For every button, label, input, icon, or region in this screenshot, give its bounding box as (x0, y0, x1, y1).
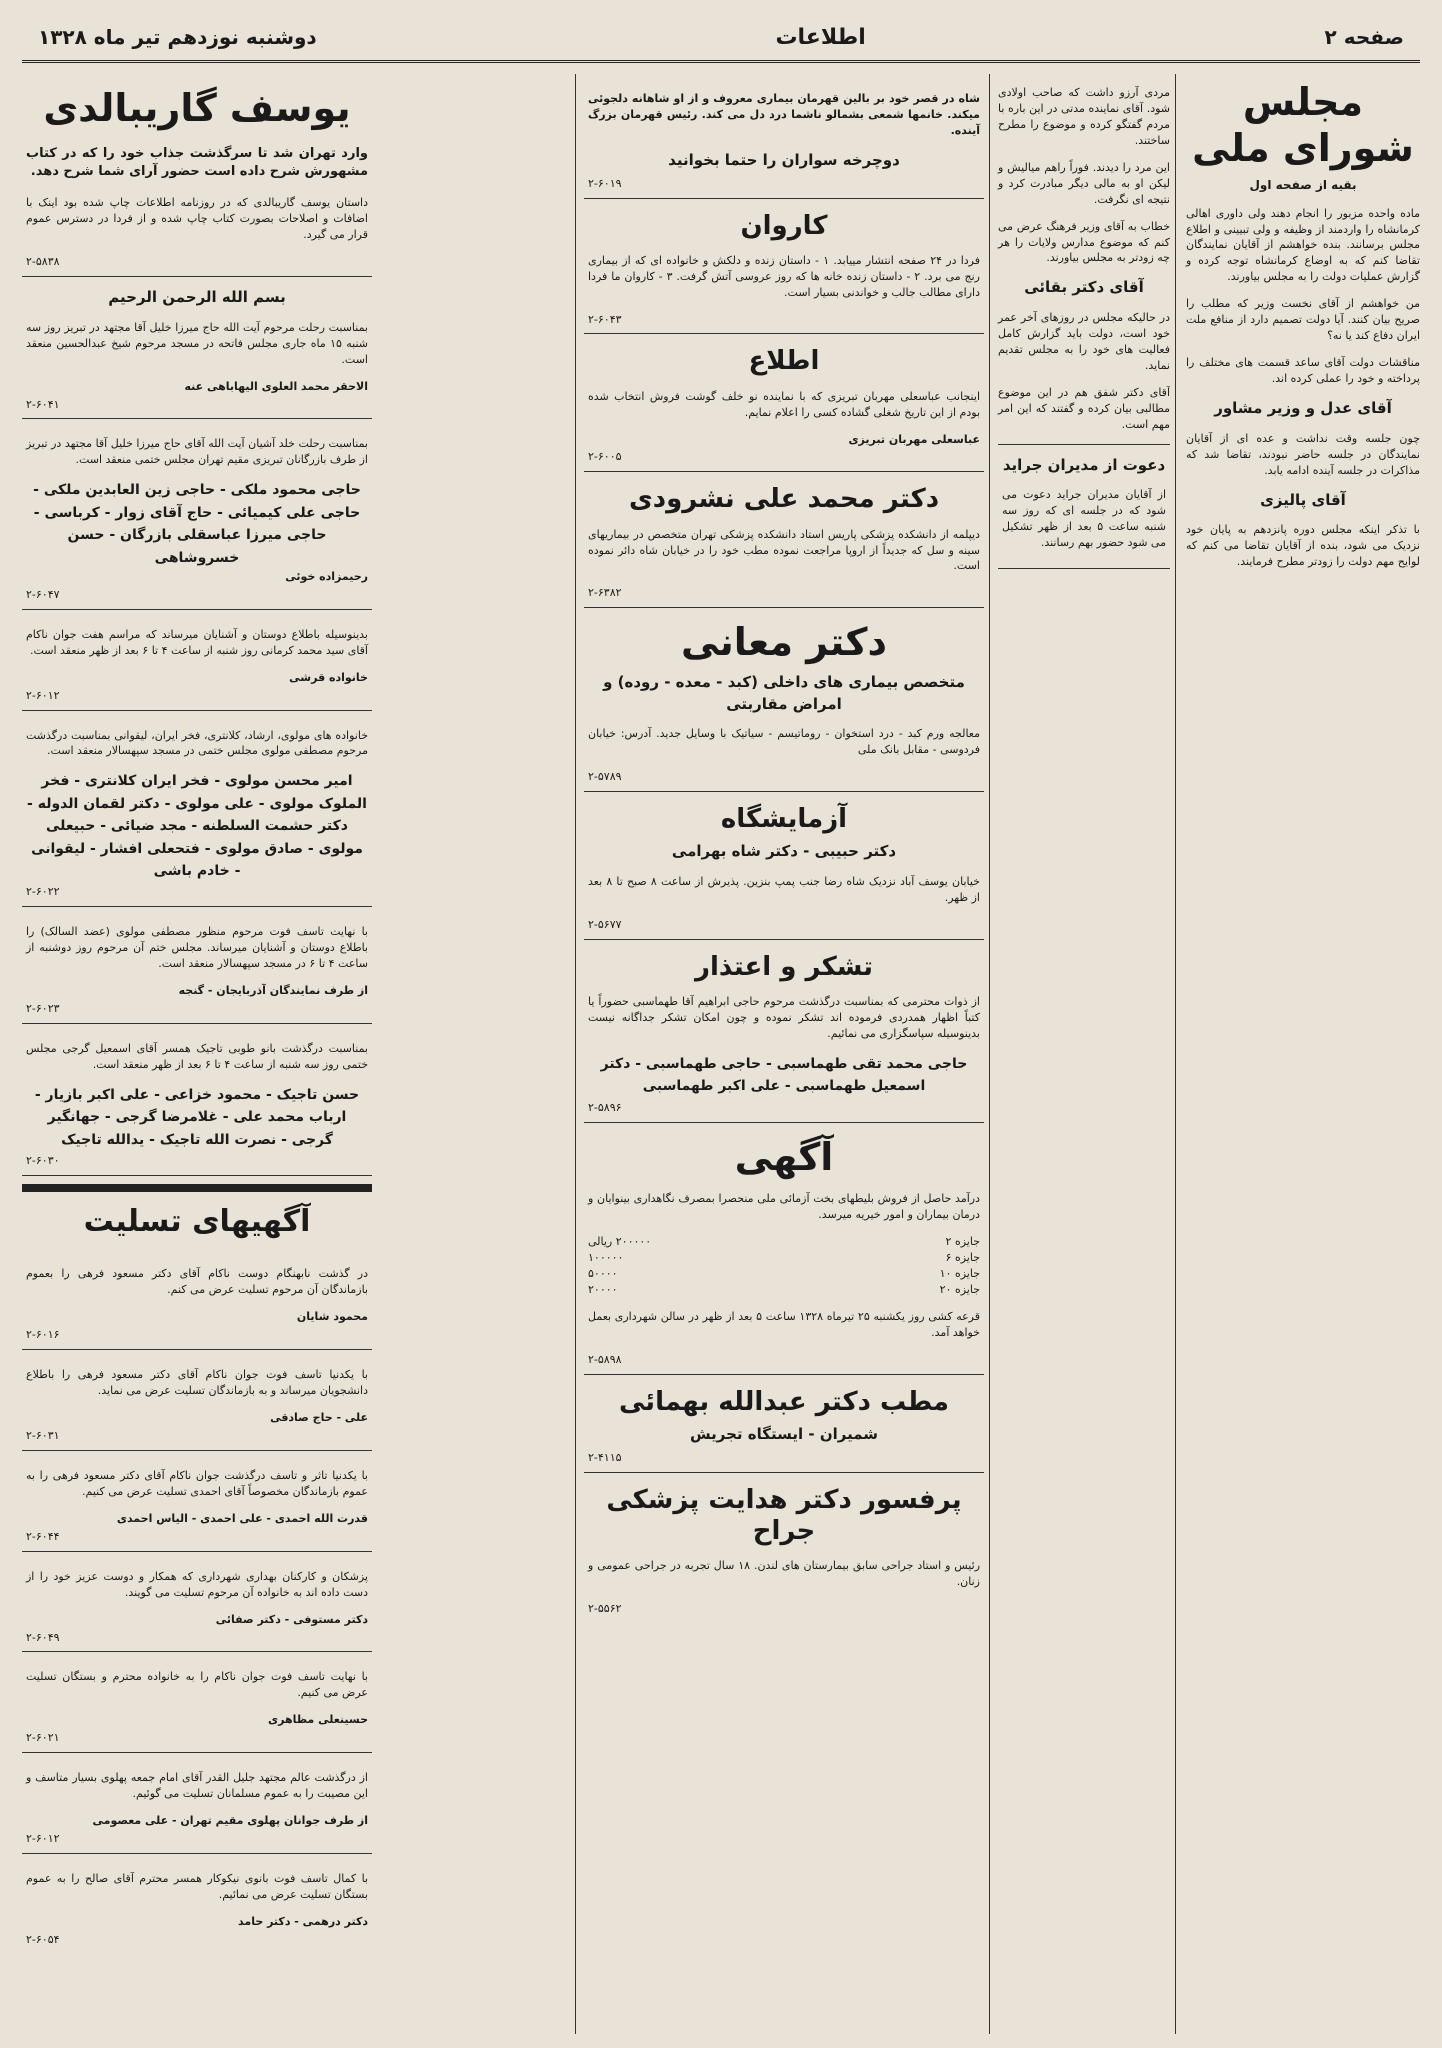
condolence-text: پزشکان و کارکنان بهداری شهرداری که همکار و دوست عزیز خود را از دست داده اند به خانواده آن مرحوم تسلیت می گویند. (26, 1569, 368, 1599)
ad-code: ۲-۶۰۴۴ (26, 1529, 60, 1543)
article-paragraph: مردی آرزو داشت که صاحب اولادی شود. آقای نماینده مدتی در این باره با مردم گفتگو کرده و موضوع را مطرح ساختند. (998, 86, 1170, 147)
ad-signature: عباسعلی مهربان تبریزی (848, 432, 980, 446)
ad-text: قرعه کشی روز یکشنبه ۲۵ تیرماه ۱۳۲۸ ساعت ۵ بعد از ظهر در سالن شهرداری بعمل خواهد آمد. (588, 1309, 980, 1339)
article-paragraph: ماده واحده مزبور را انجام دهند ولی داوری اهالی کرمانشاه را واردمند از وظیفه و ولی تبیینی و اطلاع مجلس برسانند. بنده خواهشم از آقایان نمایندگان تقاضا کنم که به اوضاع کرمانشاه توجه کرده و گزارش عملیات دولت را به مجلس بیاورند. (1186, 206, 1420, 284)
ad-text: دیپلمه از دانشکده پزشکی پاریس استاد دانشکده پزشکی تهران متخصص در بیماریهای سینه و سل که جدیداً از اروپا مراجعت نموده مطب خود را در خیابان شاه دائر نموده است. (588, 527, 980, 573)
obituary-text: خانواده های مولوی، ارشاد، کلانتری، فخر ایران، لیقوانی بمناسبت درگذشت مرحوم مصطفی مولوی مجلس ختمی در مسجد سپهسالار منعقد است. (26, 728, 368, 758)
ad-code: ۲-۶۰۲۲ (26, 885, 60, 899)
obituary-signature: خانواده قرشی (289, 670, 368, 684)
ad-subtitle: دکتر حبیبی - دکتر شاه بهرامی (671, 842, 897, 861)
condolence-text: با یکدنیا تاثر و تاسف درگذشت جوان ناکام آقای دکتر مسعود فرهی را به عموم بازماندگان مخصوصاً آقای احمدی تسلیت عرض می کنیم. (26, 1468, 368, 1498)
obituary (22, 610, 372, 711)
condolence-signature: محمود شایان (296, 1310, 368, 1324)
obituary-signature: رحیمزاده خوئی (285, 569, 368, 583)
condolence-signature: دکتر مستوفی - دکتر صفائی (215, 1612, 368, 1626)
ad-code: ۲-۶۰۲۱ (26, 1731, 60, 1745)
ad-subtitle: متخصص بیماری های داخلی (کبد - معده - روده) و امراض مقاربتی (603, 672, 965, 713)
obituary-signers: حسن تاجیک - محمود خزاعی - علی اکبر بازیار - ارباب محمد علی - غلامرضا گرجی - جهانگیر گرجی - نصرت الله تاجیک - یدالله تاجیک (34, 1086, 360, 1148)
ad-title: آزمایشگاه (720, 804, 848, 835)
prize-row (588, 1234, 980, 1250)
ad-code: ۲-۶۰۲۳ (26, 1002, 60, 1016)
column-parliament (1175, 74, 1420, 2034)
ad-code: ۲-۶۰۴۷ (26, 587, 60, 601)
article-paragraph: من خواهشم از آقای نخست وزیر که مطلب را صریح بیان کنند. آیا دولت تصمیم دارد از منافع ملت ایران دفاع کند یا نه؟ (1186, 297, 1420, 343)
subheading: آقای عدل و وزیر مشاور (1214, 398, 1392, 417)
obituary-signers: امیر محسن مولوی - فخر ایران کلانتری - فخر الملوک مولوی - علی مولوی - دکتر لقمان الدوله - دکتر حشمت السلطنه - مجد ضیائی - حبیعلی مولوی - صادق مولوی - فتحعلی افشار - لیقوانی - خادم باشی (27, 773, 367, 879)
ad-title: دکتر معانی (681, 620, 887, 665)
ad-title: پرفسور دکتر هدایت پزشکی جراح (606, 1484, 962, 1546)
condolence-text: از درگذشت عالم مجتهد جلیل القدر آقای امام جمعه پهلوی بسیار متاسف و این مصیبت را به عموم مسلمانان تسلیت می گوئیم. (26, 1771, 368, 1801)
ad-code: ۲-۵۶۷۷ (588, 918, 622, 932)
condolence-text: با یکدنیا تاسف فوت جوان ناکام آقای دکتر مسعود فرهی را باطلاع دانشجویان میرساند و به بازماندگان تسلیت عرض می نماید. (26, 1368, 368, 1398)
ad-title: مطب دکتر عبدالله بهمائی (619, 1386, 949, 1417)
ad-clinic (584, 1375, 984, 1473)
condolence (22, 1854, 372, 1954)
obituary (22, 907, 372, 1024)
obituary-signature: از طرف نمایندگان آذربایجان - گنجه (178, 984, 368, 998)
ad-code: ۲-۵۸۹۸ (588, 1352, 622, 1366)
section-rule (22, 1184, 372, 1192)
ad-code: ۲-۶۰۱۲ (26, 688, 60, 702)
article-paragraph: آقای دکتر شفق هم در این موضوع مطالبی بیان کرده و گفتند که این امر مهم است. (998, 385, 1170, 431)
ad-code: ۲-۶۰۱۹ (588, 176, 622, 190)
prize-list (588, 1234, 980, 1298)
notice-title: دعوت از مدیران جراید (1002, 455, 1166, 474)
obituary (22, 419, 372, 609)
bismillah: بسم الله الرحمن الرحیم (108, 288, 286, 307)
ad-code: ۲-۵۵۶۲ (588, 1601, 622, 1615)
ad-text: اینجانب عباسعلی مهربان تبریزی که با نماینده نو خلف گوشت فروش انتخاب شده بودم از این تاریخ شغلی گشاده کسی را اعلام نمایم. (588, 389, 980, 419)
prize-label: جایزه ۲ (945, 1235, 980, 1249)
obituary-signers: حاجی محمود ملکی - حاجی زین العابدین ملکی - حاجی علی کیمیائی - حاج آقای زوار - کرباسی - حاجی میرزا عباسقلی بازرگان - حسن خسروشاهی (33, 482, 361, 566)
ad-thanks (584, 940, 984, 1123)
ad-code: ۲-۶۰۴۹ (26, 1630, 60, 1644)
ad-code: ۲-۴۱۱۵ (588, 1450, 622, 1464)
ad-laboratory (584, 792, 984, 940)
press-notice (998, 444, 1170, 570)
condolence-text: با نهایت تاسف فوت جوان ناکام را به خانواده محترم و بستگان تسلیت عرض می کنیم. (26, 1670, 368, 1700)
notice-body: از آقایان مدیران جراید دعوت می شود که در جلسه ای که روز سه شنبه ساعت ۵ بعد از ظهر تشکیل می شود حضور بهم رسانند. (1002, 488, 1166, 550)
prize-row (588, 1282, 980, 1298)
ad-karavan (584, 199, 984, 335)
prize-row (588, 1266, 980, 1282)
subheading: آقای دکتر بقائی (1024, 278, 1144, 297)
ad-code: ۲-۶۰۴۳ (588, 312, 622, 326)
condolence-text: با کمال تاسف فوت بانوی نیکوکار همسر محترم آقای صالح را به عموم بستگان تسلیت عرض می نمائیم. (26, 1871, 368, 1901)
condolence (22, 1652, 372, 1753)
ad-text: درآمد حاصل از فروش بلیطهای بخت آزمائی ملی منحصرا بمصرف نگاهداری بینوایان و درمان بیماران و امور خیریه میرسد. (588, 1192, 980, 1222)
condolence-signature: از طرف جوانان پهلوی مقیم تهران - علی معصومی (92, 1814, 368, 1828)
ad-text: داستان یوسف گاریبالدی که در روزنامه اطلاعات چاپ شده بود اینک با اضافات و اصلاحات بصورت کتاب چاپ شده و از فردا در دسترس عموم قرار می گیرد. (26, 196, 368, 242)
obituary-text: با نهایت تاسف فوت مرحوم منظور مصطفی مولوی (عضد السالک) را باطلاع دوستان و آشنایان میرساند. مجلس ختم آن مرحوم روز دوشنبه از ساعت ۴ تا ۶ در مسجد سپهسالار منعقد است. (26, 925, 368, 971)
ad-shah (584, 74, 984, 199)
section-title-condolence: آگهیهای تسلیت (83, 1203, 311, 1239)
obituary-text: بمناسبت درگذشت بانو طوبی تاجیک همسر آقای اسمعیل گرجی مجلس ختمی روز سه شنبه از ساعت ۴ تا ۶ بعد از ظهر منعقد است. (26, 1041, 368, 1071)
ad-code: ۲-۶۰۵۴ (26, 1932, 60, 1946)
column-obituaries (22, 74, 372, 2034)
prize-value: ۲۰۰۰۰۰ ریالی (588, 1235, 652, 1249)
condolence (22, 1249, 372, 1350)
continued-note: بقیه از صفحه اول (1249, 178, 1357, 193)
ad-title: یوسف گاریبالدی (43, 86, 351, 130)
article-paragraph: خطاب به آقای وزیر فرهنگ عرض می کنم که موضوع مدارس ولایات را هر چه زودتر به مجلس بیاورند. (998, 219, 1170, 265)
ad-code: ۲-۶۰۱۲ (26, 1832, 60, 1846)
prize-value: ۵۰۰۰۰ (588, 1267, 618, 1281)
ad-title: دکتر محمد علی نشرودی (628, 484, 940, 515)
condolence-signature: دکتر درهمی - دکتر حامد (238, 1914, 368, 1928)
ad-text: رئیس و استاد جراحی سابق بیمارستان های لندن. ۱۸ سال تجربه در جراحی عمومی و زنان. (588, 1558, 981, 1588)
ad-text: شاه در قصر خود بر بالین قهرمان بیماری معروف و از او شاهانه دلجوئی میکند. خانمها شمعی بشمالو ناشما درد دل می کند. رئیس قهرمان بزرگ آینده. (588, 92, 980, 137)
ad-title: تشکر و اعتذار (695, 951, 873, 982)
condolence-signature: قدرت الله احمدی - علی احمدی - الیاس احمدی (116, 1511, 368, 1525)
condolence-signature: حسینعلی مظاهری (268, 1713, 368, 1727)
ad-code: ۲-۵۸۹۶ (588, 1100, 622, 1114)
obituary (22, 277, 372, 419)
prize-row (588, 1250, 980, 1266)
ad-title: اطلاع (748, 346, 820, 377)
obituary-text: بمناسبت رحلت خلد آشیان آیت الله آقای حاج میرزا خلیل آقا مجتهد در تبریز از طرف بازرگانان تبریزی مقیم تهران مجلس ختمی منعقد است. (26, 437, 368, 467)
ad-signers: حاجی محمد تقی طهماسبی - حاجی طهماسبی - دکتر اسمعیل طهماسبی - علی اکبر طهماسبی (600, 1055, 968, 1095)
newspaper-page (22, 14, 1420, 2034)
ad-garibaldi (22, 74, 372, 277)
article-paragraph: مناقشات دولت آقای ساعد قسمت های مختلف را پرداخته و خود را عملی کرده اند. (1186, 356, 1420, 386)
prize-label: جایزه ۶ (945, 1251, 980, 1265)
obituary-signature: الاحقر محمد العلوی الیهاباهی عنه (184, 379, 368, 393)
ad-lead: وارد تهران شد تا سرگذشت جذاب خود را که در کتاب مشهورش شرح داده است حضور آرای شما شرح دهد. (26, 145, 368, 180)
column-continued (989, 74, 1170, 2034)
condolence (22, 1753, 372, 1854)
condolence (22, 1451, 372, 1552)
ad-doctor-maani (584, 608, 984, 792)
prize-value: ۲۰۰۰۰ (588, 1282, 618, 1296)
condolence-signature: علی - حاج صادقی (270, 1411, 368, 1425)
article-paragraph: با تذکر اینکه مجلس دوره پانزدهم به پایان خود نزدیک می شود، بنده از آقایان تقاضا می کنم که لوایح مهم دولت را زودتر مطرح فرمایند. (1186, 523, 1420, 569)
ad-code: ۲-۶۰۳۱ (26, 1429, 60, 1443)
ad-subtitle: شمیران - ایستگاه تجریش (689, 1424, 879, 1443)
ad-lottery (584, 1123, 984, 1375)
ad-code: ۲-۵۸۳۸ (26, 255, 60, 269)
article-paragraph: در حالیکه مجلس در روزهای آخر عمر خود است، دولت باید گزارش کامل فعالیت های خود را به مجلس تقدیم نماید. (998, 311, 1170, 372)
column-ads-middle (575, 74, 984, 2034)
ad-title: دوچرخه سواران را حتما بخوانید (668, 150, 900, 169)
article-paragraph: چون جلسه وقت نداشت و عده ای از آقایان نمایندگان در جلسه حاضر نبودند، تقاضا شد که مذاکرات در جلسه آینده ادامه یابد. (1186, 431, 1420, 477)
ad-text: فردا در ۲۴ صفحه انتشار مییابد. ۱ - داستان زنده و دلکش و خانواده ای که از بیماری رنج می برد. ۲ - داستان زنده خانه ها که روز عروسی آتش گرفت. ۳ - کاروان ما فردا دارای مطالب جالب و خواندنی بسیار است. (588, 253, 980, 299)
condolence (22, 1552, 372, 1653)
ad-code: ۲-۵۷۸۹ (588, 770, 622, 784)
masthead (22, 14, 1420, 63)
ad-code: ۲-۶۰۰۵ (588, 450, 622, 464)
subheading: آقای پالیزی (1260, 490, 1346, 509)
ad-title: آگهی (734, 1134, 834, 1179)
condolence-text: در گذشت نابهنگام دوست ناکام آقای دکتر مسعود فرهی را بعموم بازماندگان آن مرحوم تسلیت عرض می کنم. (26, 1267, 368, 1297)
ad-code: ۲-۶۰۱۶ (26, 1328, 60, 1342)
ad-code: ۲-۶۳۸۲ (588, 586, 622, 600)
ad-text: خیابان یوسف آباد نزدیک شاه رضا جنب پمپ بنزین. پذیرش از ساعت ۸ صبح تا ۸ بعد از ظهر. (588, 875, 980, 905)
prize-label: جایزه ۱۰ (939, 1267, 980, 1281)
obituary (22, 1024, 372, 1176)
obituary (22, 711, 372, 908)
obituary-text: بمناسبت رحلت مرحوم آیت الله حاج میرزا خلیل آقا مجتهد در تبریز روز سه شنبه ۱۵ ماه جاری مجلس فاتحه در مسجد مرحوم شیخ عبدالحسین منعقد است. (26, 320, 368, 366)
ad-doctor-nashroudi (584, 472, 984, 608)
condolence (22, 1350, 372, 1451)
page-number: صفحه ۲ (1324, 25, 1404, 49)
ad-notice (584, 334, 984, 472)
ad-text: معالجه ورم کبد - درد استخوان - روماتیسم - سیاتیک با وسایل جدید. آدرس: خیابان فردوسی - مقابل بانک ملی (588, 727, 980, 757)
article-paragraph: این مرد را دیدند. فوراً راهم میالیش و لیکن او به مالی دیگر مبادرت کرد و نتیجه ای نگرفت. (998, 160, 1170, 206)
ad-code: ۲-۶۰۳۰ (26, 1154, 60, 1168)
issue-date: دوشنبه نوزدهم تیر ماه ۱۳۲۸ (38, 25, 317, 49)
prize-label: جایزه ۲۰ (939, 1282, 980, 1296)
obituary-text: بدینوسیله باطلاع دوستان و آشنایان میرساند که مراسم هفت جوان ناکام آقای سید محمد کرمانی روز شنبه از ساعت ۴ تا ۶ بعد از ظهر منعقد است. (26, 627, 368, 657)
ad-professor (584, 1473, 984, 1623)
ad-text: از ذوات محترمی که بمناسبت درگذشت مرحوم حاجی ابراهیم آقا طهماسبی حضوراً یا کتباً اظهار همدردی فرموده اند تشکر نموده و چون امکان تشکر جداگانه نیست بدینوسیله سپاسگزاری می نمائیم. (588, 995, 980, 1041)
headline-parliament: مجلس شورای ملی (1192, 80, 1414, 170)
ad-title: کاروان (740, 210, 828, 241)
ad-code: ۲-۶۰۴۱ (26, 397, 60, 411)
prize-value: ۱۰۰۰۰۰ (588, 1251, 624, 1265)
paper-name: اطلاعات (775, 24, 866, 50)
